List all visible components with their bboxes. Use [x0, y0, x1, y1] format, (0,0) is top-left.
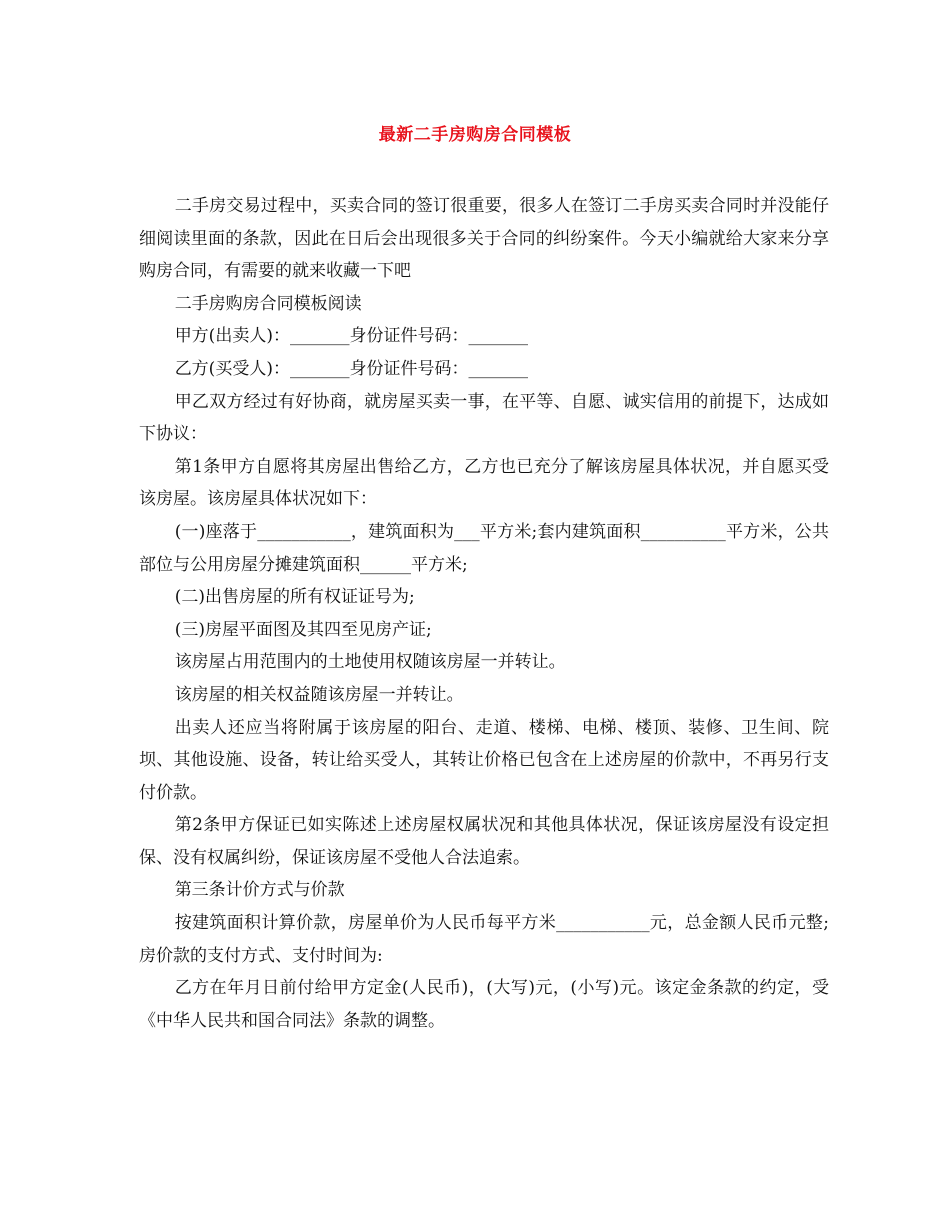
paragraph-party-a: 甲方(出卖人)：_______身份证件号码：_______ — [174, 326, 528, 347]
paragraph-article-1: 第1条甲方自愿将其房屋出售给乙方，乙方也已充分了解该房屋具体状况，并自愿买受该房屋。该房屋具体状况如下： — [139, 456, 829, 510]
paragraph-party-b: 乙方(买受人)：_______身份证件号码：_______ — [174, 358, 528, 379]
paragraph-article-2: 第2条甲方保证已如实陈述上述房屋权属状况和其他具体状况，保证该房屋没有设定担保、没有权属纠纷，保证该房屋不受他人合法追索。 — [139, 815, 829, 868]
paragraph-subheading: 二手房购房合同模板阅读 — [174, 293, 362, 314]
paragraph-item-3: (三)房屋平面图及其四至见房产证; — [174, 619, 432, 640]
paragraph-intro: 二手房交易过程中，买卖合同的签订很重要，很多人在签订二手房买卖合同时并没能仔细阅读里面的条款，因此在日后会出现很多关于合同的纠纷案件。今天小编就给大家来分享购房合同，有需要的就来收藏一下吧 — [139, 196, 829, 282]
paragraph-article-3-heading: 第三条计价方式与价款 — [174, 880, 345, 901]
paragraph-deposit: 乙方在年月日前付给甲方定金(人民币)，(大写)元，(小写)元。该定金条款的约定，受《中华人民共和国合同法》条款的调整。 — [139, 978, 829, 1031]
paragraph-pricing: 按建筑面积计算价款，房屋单价为人民币每平方米___________元，总金额人民币元整;房价款的支付方式、支付时间为: — [139, 913, 829, 966]
paragraph-attachments: 出卖人还应当将附属于该房屋的阳台、走道、楼梯、电梯、楼顶、装修、卫生间、院坝、其他设施、设备，转让给买受人，其转让价格已包含在上述房屋的价款中，不再另行支付价款。 — [139, 717, 829, 803]
paragraph-agreement: 甲乙双方经过有好协商，就房屋买卖一事，在平等、自愿、诚实信用的前提下，达成如下协议： — [139, 391, 829, 445]
paragraph-related-rights: 该房屋的相关权益随该房屋一并转让。 — [174, 684, 464, 705]
paragraph-land-rights: 该房屋占用范围内的土地使用权随该房屋一并转让。 — [174, 652, 566, 673]
paragraph-item-2: (二)出售房屋的所有权证证号为; — [174, 587, 415, 608]
paragraph-item-1: (一)座落于___________，建筑面积为___平方米;套内建筑面积__________平方米，公共部位与公用房屋分摊建筑面积______平方米; — [139, 521, 829, 575]
document-title: 最新二手房购房合同模板 — [378, 125, 572, 145]
document-body — [139, 190, 829, 1037]
